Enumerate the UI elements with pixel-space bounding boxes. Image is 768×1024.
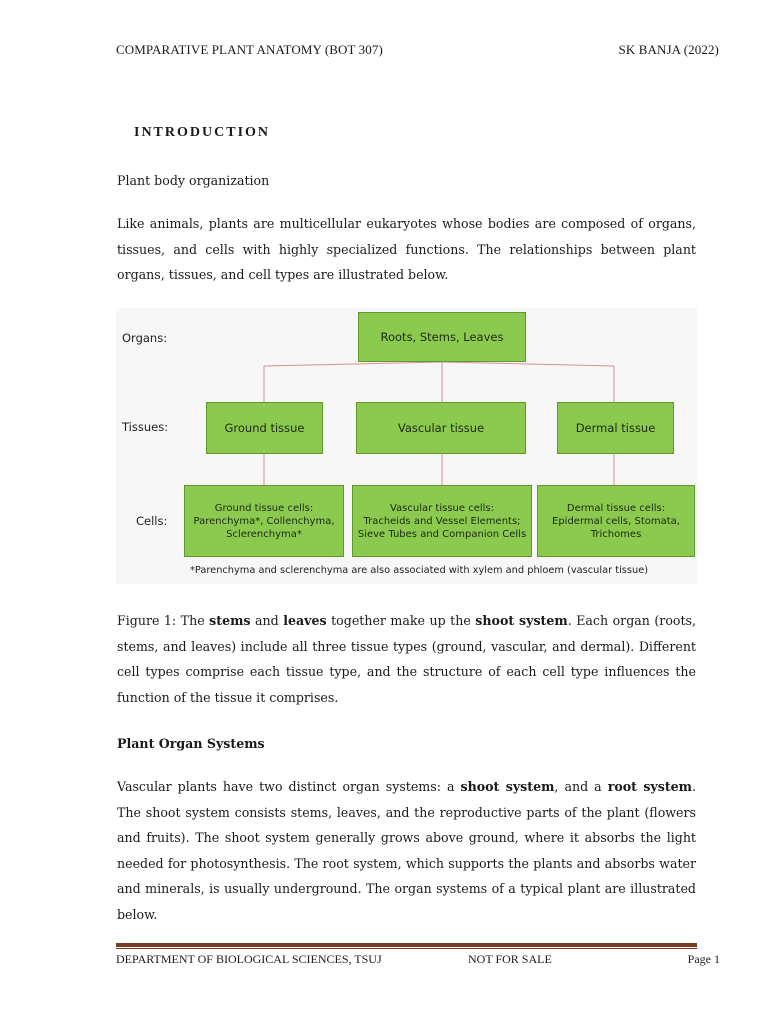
cell-node-vascular-title: Vascular tissue cells: [389,502,494,514]
row-label-organs: Organs: [122,331,168,345]
subtitle-plant-body-organization: Plant body organization [117,173,270,188]
connector-organs-ground [264,362,442,366]
cell-node-vascular-line2: Sieve Tubes and Companion Cells [357,528,527,540]
cell-node-ground-line2: Sclerenchyma* [226,528,302,540]
section-heading-plant-organ-systems: Plant Organ Systems [117,736,265,751]
row-label-cells: Cells: [136,514,168,528]
author-year: SK BANJA (2022) [618,42,719,57]
cell-node-dermal-title: Dermal tissue cells: [566,502,666,514]
organ-systems-part2: , and a [554,779,608,794]
caption-mid: together make up the [326,613,476,628]
plant-organization-diagram [116,308,697,584]
footer-rule-thin [116,948,697,949]
tissue-node-dermal: Dermal tissue [557,402,674,454]
organ-systems-part1: Vascular plants have two distinct organ systems: a [117,779,461,794]
organs-node: Roots, Stems, Leaves [358,312,526,362]
organ-systems-part3: . The shoot system consists stems, leaves, and the reproductive parts of the plant (flowers and fruits). The shoot system generally grows above ground, where it absorbs the light needed for photosynthesis. The root system, which supports the plants and absorbs water and minerals, is usually underground. The organ systems of a typical plant are illustrated below. [117,779,697,922]
figure-caption [117,608,696,710]
footer-page-number: Page 1 [687,952,720,966]
footer-rule-thick [116,943,697,947]
cell-node-ground-title: Ground tissue cells: [214,502,314,514]
page-header [116,42,719,58]
diagram-footnote: *Parenchyma and sclerenchyma are also associated with xylem and phloem (vascular tissue) [190,565,649,576]
cell-node-vascular [352,485,532,557]
footer-not-for-sale: NOT FOR SALE [468,952,552,966]
course-title: COMPARATIVE PLANT ANATOMY (BOT 307) [116,42,383,57]
organ-systems-root-system: root system [607,779,692,794]
cell-node-dermal-line1: Epidermal cells, Stomata, [552,515,680,527]
caption-stems: stems [209,613,251,628]
cell-node-vascular-line1: Tracheids and Vessel Elements; [363,515,521,527]
cell-node-ground [184,485,344,557]
caption-shoot-system: shoot system [475,613,568,628]
tissue-node-vascular: Vascular tissue [356,402,526,454]
caption-prefix: Figure 1: The [117,613,210,628]
cell-node-ground-line1: Parenchyma*, Collenchyma, [193,515,335,527]
intro-paragraph: Like animals, plants are multicellular eukaryotes whose bodies are composed of organs, tissues, and cells with highly specialized functions. The relationships between plant organs, tissues, and cell types are illustrated below. [117,216,696,282]
cell-node-dermal-line2: Trichomes [590,528,642,540]
tissue-node-ground: Ground tissue [206,402,323,454]
caption-rest: . Each organ (roots, stems, and leaves) include all three tissue types (ground, vascular, and dermal). Different cell types comprise each tissue type, and the structure of each cell type influences the function of the tissue it comprises. [117,613,697,705]
row-label-tissues: Tissues: [122,420,169,434]
caption-leaves: leaves [283,613,327,628]
organ-systems-paragraph [117,774,696,927]
connector-organs-dermal [442,362,614,366]
section-heading-introduction: INTRODUCTION [134,125,271,140]
caption-and: and [250,613,284,628]
organ-systems-shoot-system: shoot system [460,779,555,794]
cell-node-dermal [537,485,695,557]
footer-department: DEPARTMENT OF BIOLOGICAL SCIENCES, TSUJ [116,952,382,966]
